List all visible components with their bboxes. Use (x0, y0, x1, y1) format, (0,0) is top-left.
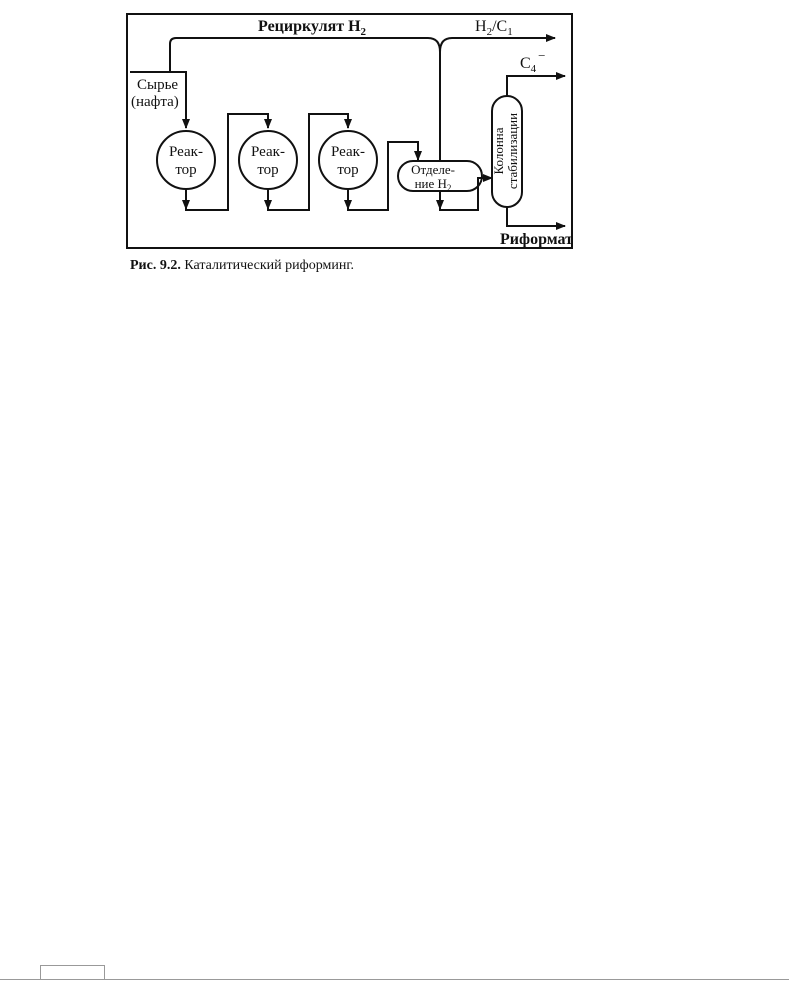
feed-label-line2: (нафта) (131, 94, 179, 110)
feed-label-line1: Сырье (137, 77, 179, 93)
reactor-2-label-2: тор (257, 162, 279, 178)
separator-label-2: ние $H_2$ (414, 176, 452, 193)
figure-title: Каталитический риформинг. (184, 258, 355, 273)
catalytic-reforming-diagram (0, 0, 789, 300)
reactor-2-label-1: Реак- (251, 144, 285, 160)
column-label-1: Колонна (491, 127, 506, 175)
reactor-3-label-1: Реак- (331, 144, 365, 160)
reformate-label: Риформат (500, 231, 573, 248)
reactor-1-label-2: тор (175, 162, 197, 178)
reactor-3-label-2: тор (337, 162, 359, 178)
page-footer-line (0, 979, 789, 980)
page-footer-tab (40, 965, 105, 980)
reactor-1 (157, 131, 215, 189)
reactor-3 (319, 131, 377, 189)
recycle-label: Рециркулят $H_2$ (258, 18, 367, 38)
figure-number: Рис. 9.2. (130, 258, 181, 273)
figure-caption (130, 258, 354, 274)
reactor-1-label-1: Реак- (169, 144, 203, 160)
reformate-line (507, 207, 565, 226)
c4-label: $C_4^-$ (520, 48, 546, 75)
separator-label-1: Отделе- (411, 162, 455, 177)
reactor-2 (239, 131, 297, 189)
column-label-2: стабилизации (505, 112, 520, 190)
c4-line (507, 76, 565, 96)
h2c1-label: $H_2/C_1$ (475, 18, 513, 38)
